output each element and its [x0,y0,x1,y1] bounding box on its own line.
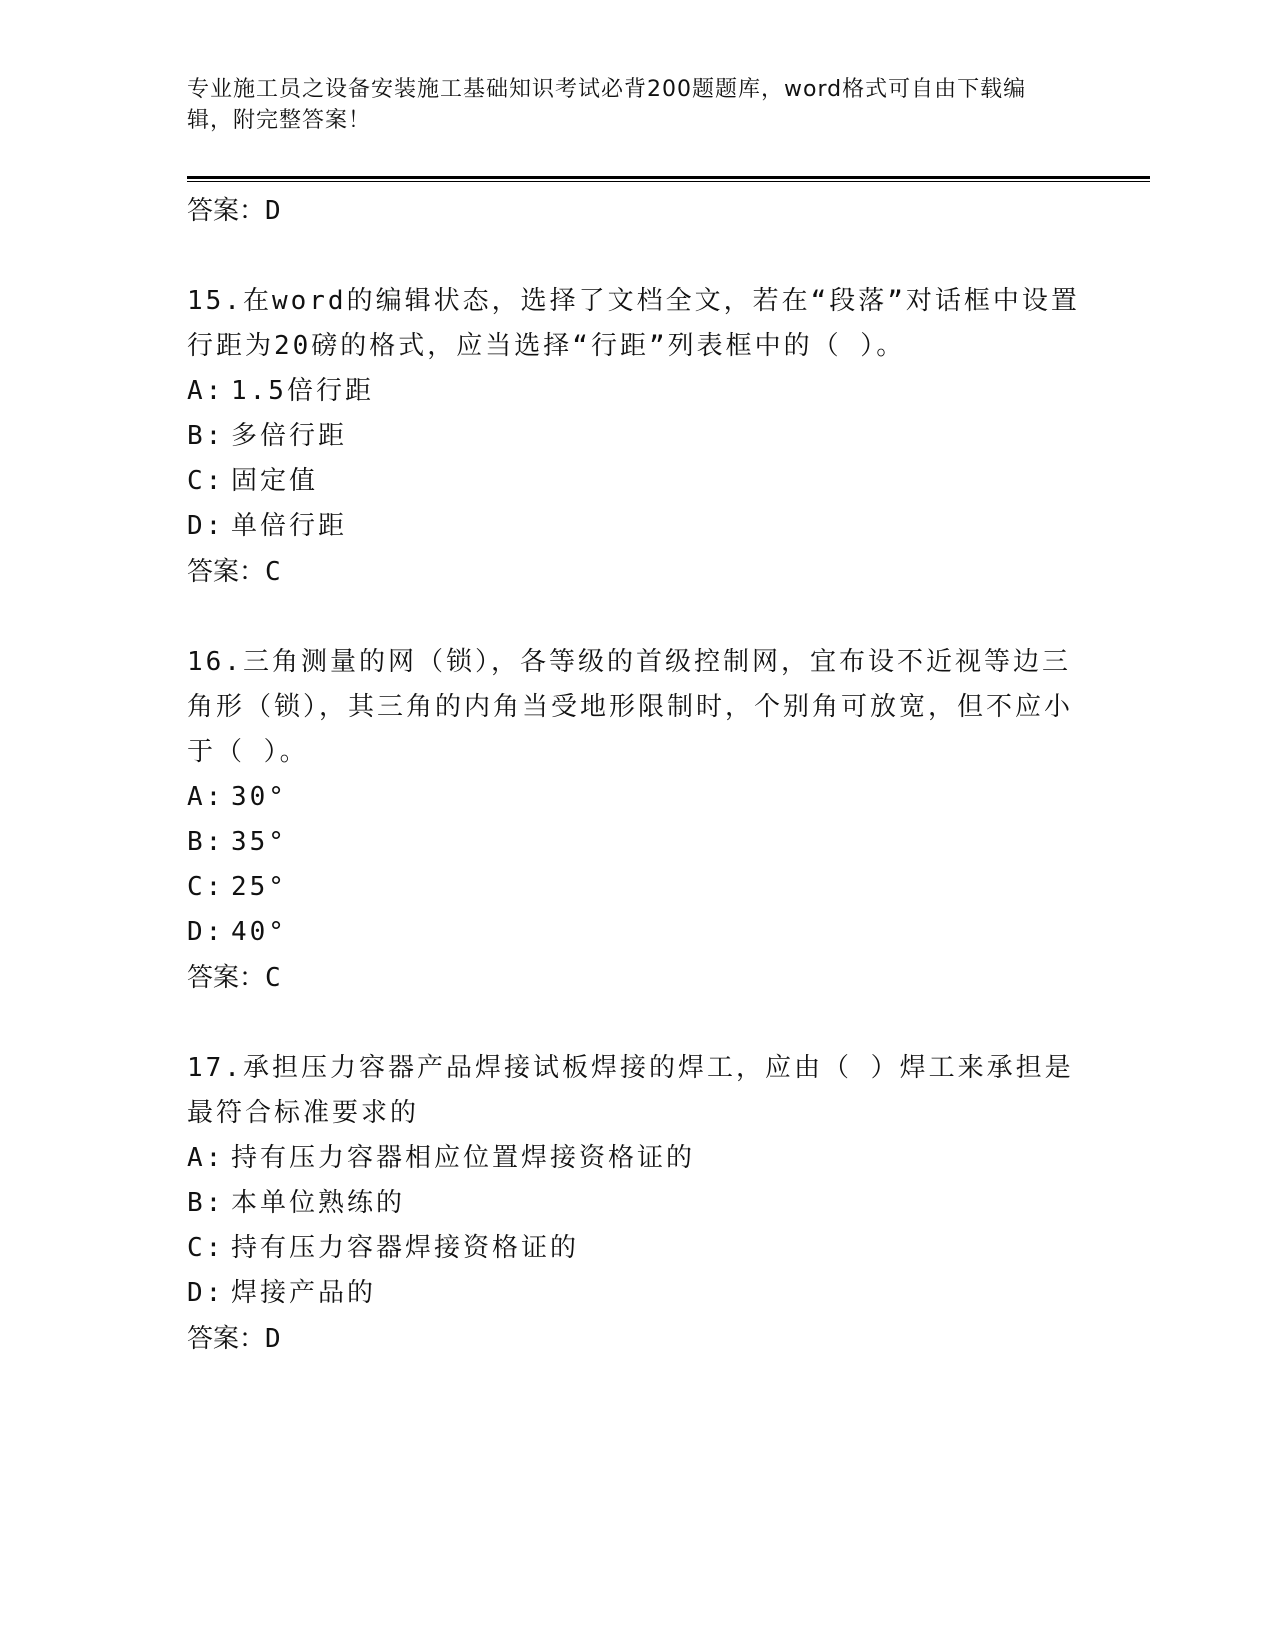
option-text: 30° [231,782,287,812]
option-letter: C: [187,466,225,496]
option-text: 持有压力容器相应位置焊接资格证的 [231,1143,696,1173]
option-letter: D: [187,917,225,947]
option-text: 40° [231,917,287,947]
option-letter: A: [187,376,225,406]
option-text: 持有压力容器焊接资格证的 [231,1233,580,1263]
option-text: 单倍行距 [231,511,348,541]
document-header: 专业施工员之设备安装施工基础知识考试必背200题题库，word格式可自由下载编辑，附完整答案！ [187,77,1027,133]
option-text: 固定值 [231,466,319,496]
answer-line: 答案：C [187,963,281,993]
option-letter: B: [187,1188,225,1218]
option-d [187,910,1087,955]
option-text: 本单位熟练的 [231,1188,406,1218]
question-text: 16.三角测量的网（锁），各等级的首级控制网，宜布设不近视等边三角形（锁），其三角的内角当受地形限制时，个别角可放宽，但不应小于（ ）。 [187,647,1074,767]
question-text: 15.在word的编辑状态，选择了文档全文，若在“段落”对话框中设置行距为20磅的格式，应当选择“行距”列表框中的（ ）。 [187,286,1080,361]
option-letter: C: [187,872,225,902]
option-text: 35° [231,827,287,857]
option-letter: A: [187,782,225,812]
question-text: 17.承担压力容器产品焊接试板焊接的焊工，应由（ ）焊工来承担是最符合标准要求的 [187,1053,1074,1128]
option-letter: D: [187,511,225,541]
answer-line: 答案：C [187,557,281,587]
option-c [187,865,1087,910]
header-rule-thin [187,181,1150,182]
answer-line: 答案：D [187,196,281,226]
document-body [187,188,1087,1362]
option-b [187,1181,1087,1226]
option-text: 1.5倍行距 [231,376,374,406]
option-letter: B: [187,421,225,451]
option-letter: D: [187,1278,225,1308]
option-text: 多倍行距 [231,421,348,451]
question-15 [187,279,1087,595]
option-a [187,369,1087,414]
option-d [187,504,1087,549]
option-text: 焊接产品的 [231,1278,377,1308]
option-b [187,414,1087,459]
option-a [187,775,1087,820]
option-c [187,1226,1087,1271]
header-rule-thick [187,176,1150,179]
question-16 [187,640,1087,1001]
option-letter: B: [187,827,225,857]
option-d [187,1271,1087,1316]
option-c [187,459,1087,504]
option-text: 25° [231,872,287,902]
option-letter: C: [187,1233,225,1263]
answer-line: 答案：D [187,1324,281,1354]
option-a [187,1136,1087,1181]
option-letter: A: [187,1143,225,1173]
option-b [187,820,1087,865]
question-17 [187,1046,1087,1362]
